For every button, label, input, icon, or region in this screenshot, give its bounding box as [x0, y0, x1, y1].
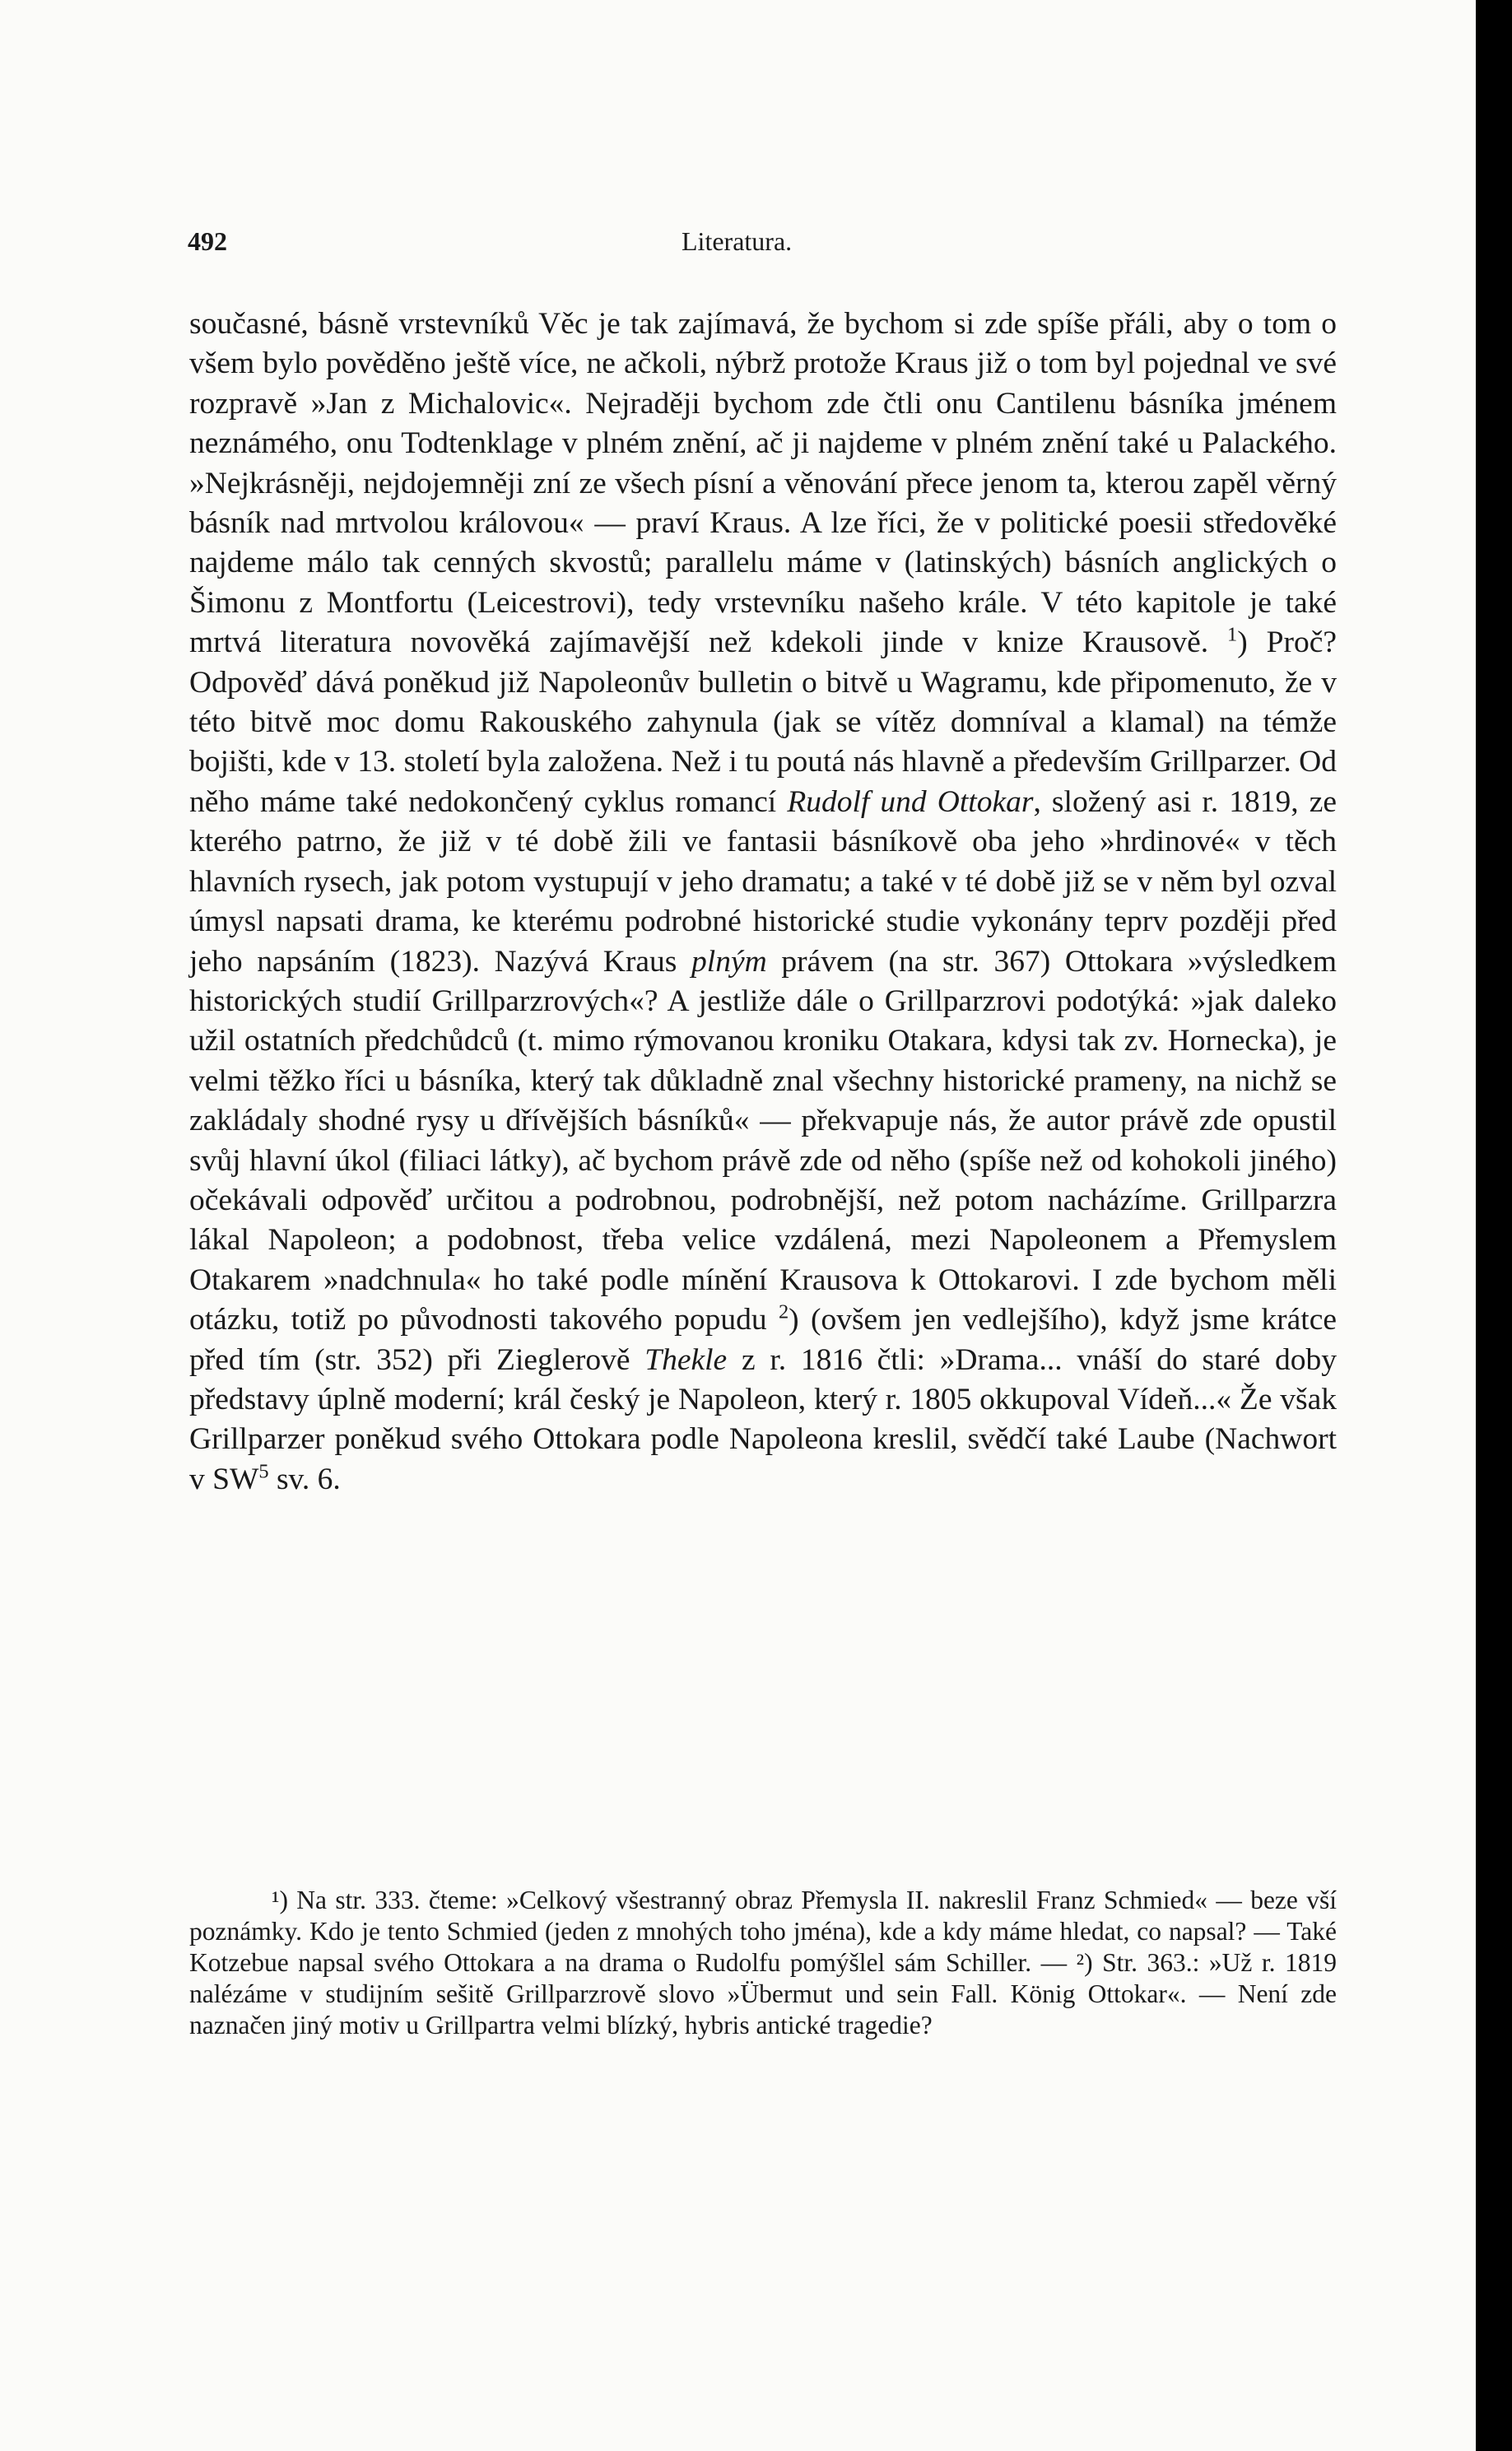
work-title: Thekle	[644, 1342, 728, 1377]
footnote-text: Na str. 333. čteme: »Celkový všestranný obraz Přemysla II. nakreslil Franz Schmied« — beze vší poznámky. Kdo je tento Schmied (jeden z mnohých toho jména), kde a kdy máme hledat, co napsal? — Také Kotzebue napsal svého Ottokara a na drama o Rudolfu pomýšlel sám Schiller. —	[189, 1886, 1338, 1977]
running-head: Literatura.	[682, 226, 793, 256]
text-segment: ) Proč? Odpověď dává poněkud již Napoleonův bulletin o bitvě u Wagramu, kde připomenuto, že v této bitvě moc domu Rakouského zahynula (jak se vítěz domníval a klamal) na témže bojišti, kde v 13. století byla založena. Než i tu poutá nás hlavně a především Grillparzer. Od něho máme také nedokončený cyklus romancí	[189, 626, 1338, 819]
page-number: 492	[188, 226, 227, 256]
footnotes	[189, 1885, 1337, 2041]
text-segment: z r. 1816 čtli: »Drama... vnáší do staré doby představy úplně moderní; král český je Napoleon, který r. 1805 okkupoval Vídeň...« Že však Grillparzer poněkud svého Ottokara podle Napoleona kreslil, svědčí také Laube (Nachwort v SW	[189, 1342, 1337, 1496]
footnote-marker: ²)	[1076, 1948, 1093, 1977]
footnote-ref-1: 1	[1227, 623, 1238, 646]
work-title: Rudolf und Ottokar	[787, 784, 1034, 819]
text-segment: , složený asi r. 1819, ze kterého patrno, že již v té době žili ve fantasii básníkově oba jeho »hrdinové« v těch hlavních rysech, jak potom vystupují v jeho dramatu; a také v té době již se v něm byl ozval úmysl napsati drama, ke kterému podrobné historické studie vykonány teprv později před jeho napsáním (1823). Nazývá Kraus	[189, 784, 1338, 979]
emphasis-word: plným	[691, 944, 767, 979]
page-header	[188, 226, 1340, 267]
footnote-text: Str. 363.: »Už r. 1819 nalézáme v studijním sešitě Grillparzrově slovo »Übermut und sein Fall. König Ottokar«. — Není zde naznačen jiný motiv u Grillpartra velmi blízký, hybris antické tragedie?	[189, 1948, 1338, 2039]
text-segment: ) (ovšem jen vedlejšího), když jsme krátce před tím (str. 352) při Zieglerově	[189, 1303, 1337, 1377]
edition-superscript: 5	[258, 1460, 269, 1483]
main-text	[189, 305, 1337, 1500]
footnote-1	[189, 1885, 1337, 2041]
text-segment: současné, básně vrstevníků Věc je tak zajímavá, že bychom si zde spíše přáli, aby o tom o všem bylo pověděno ještě více, ne ačkoli, nýbrž protože Kraus již o tom byl pojednal ve své rozpravě »Jan z Michalovic«. Nejraději bychom zde čtli onu Cantilenu básníka jménem neznámého, onu Todtenklage v plném znění, ač ji najdeme v plném znění také u Palackého. »Nejkrásněji, nejdojemněji zní ze všech písní a věnování přece jenom ta, kterou zapěl věrný básník nad mrtvolou královou« — praví Kraus. A lze říci, že v politické poesii středověké najdeme málo tak cenných skvostů; parallelu máme v (latinských) básních anglických o Šimonu z Montfortu (Leicestrovi), tedy vrstevníku našeho krále. V této kapitole je také mrtvá literatura novověká zajímavější než kdekoli jinde v knize Krausově.	[189, 307, 1337, 660]
paragraph	[189, 305, 1337, 1500]
text-segment: sv. 6.	[276, 1462, 341, 1496]
footnote-ref-2: 2	[778, 1300, 789, 1323]
text-segment: právem (na str. 367) Ottokara »výsledkem historických studií Grillparzrových«? A jestliže dále o Grillparzrovi podotýká: »jak daleko užil ostatních předchůdců (t. mimo rýmovanou kroniku Otakara, kdysi tak zv. Hornecka), je velmi těžko říci u básníka, který tak důkladně znal všechny historické prameny, na nichž se zakládaly shodné rysy u dřívějších básníků« — překvapuje nás, že autor právě zde opustil svůj hlavní úkol (filiaci látky), ač bychom právě zde od něho (spíše než od kohokoli jiného) očekávali odpověď určitou a podrobnou, podrobnější, než potom nacházíme. Grillparzra lákal Napoleon; a podobnost, třeba velice vzdálená, mezi Napoleonem a Přemyslem Otakarem »nadchnula« ho také podle mínění Krausova k Ottokarovi. I zde bychom měli otázku, totiž po původnosti takového popudu	[189, 944, 1337, 1337]
footnote-marker: ¹)	[272, 1886, 288, 1914]
